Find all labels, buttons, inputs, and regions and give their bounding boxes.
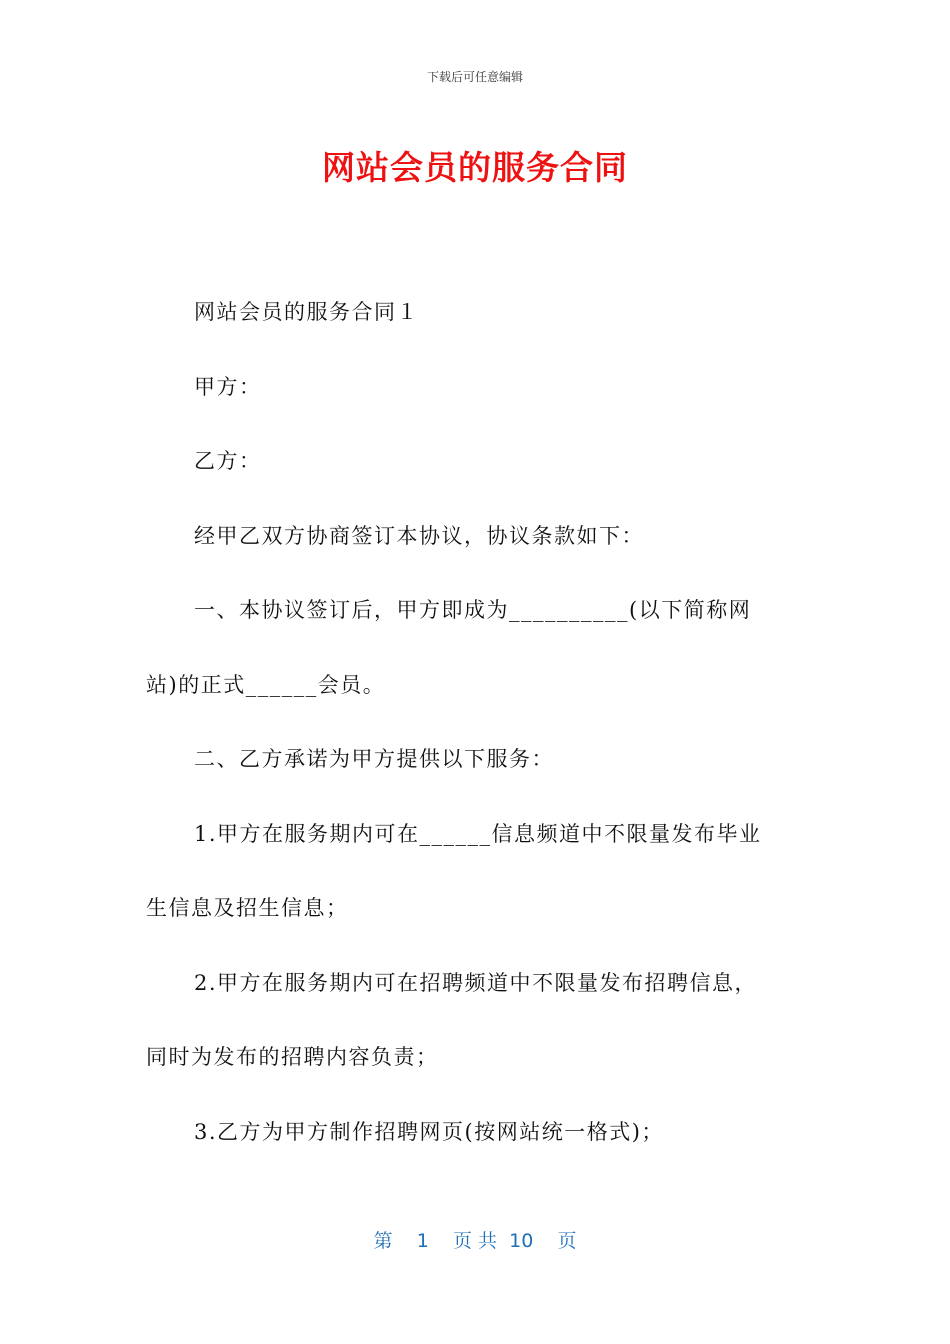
body-line: 经甲乙双方协商签订本协议，协议条款如下： (194, 523, 644, 548)
body-line: 网站会员的服务合同１ (194, 300, 419, 324)
body-line: 同时为发布的招聘内容负责； (146, 1045, 439, 1069)
footer-current-page: 1 (416, 1230, 429, 1252)
header-note: 下载后可任意编辑 (426, 70, 523, 84)
contract-body (146, 275, 806, 1169)
body-line: 乙方： (194, 449, 262, 473)
body-line: 站)的正式______会员。 (146, 672, 386, 697)
document-title: 网站会员的服务合同 (322, 148, 628, 187)
footer-middle: 页 共 (452, 1230, 498, 1252)
body-line: 2.甲方在服务期内可在招聘频道中不限量发布招聘信息， (194, 970, 758, 995)
body-line: 3.乙方为甲方制作招聘网页(按网站统一格式)； (194, 1119, 664, 1144)
body-line: 生信息及招生信息； (146, 896, 349, 920)
body-line: 二、乙方承诺为甲方提供以下服务： (194, 747, 554, 771)
footer-total-pages: 10 (509, 1230, 534, 1252)
footer-suffix: 页 (557, 1230, 577, 1252)
page-footer (0, 1226, 950, 1253)
body-line: 甲方： (194, 374, 262, 399)
footer-prefix: 第 (373, 1230, 393, 1252)
body-line: 一、本协议签订后，甲方即成为__________(以下简称网 (194, 598, 752, 622)
body-line: 1.甲方在服务期内可在______信息频道中不限量发布毕业 (194, 821, 762, 846)
